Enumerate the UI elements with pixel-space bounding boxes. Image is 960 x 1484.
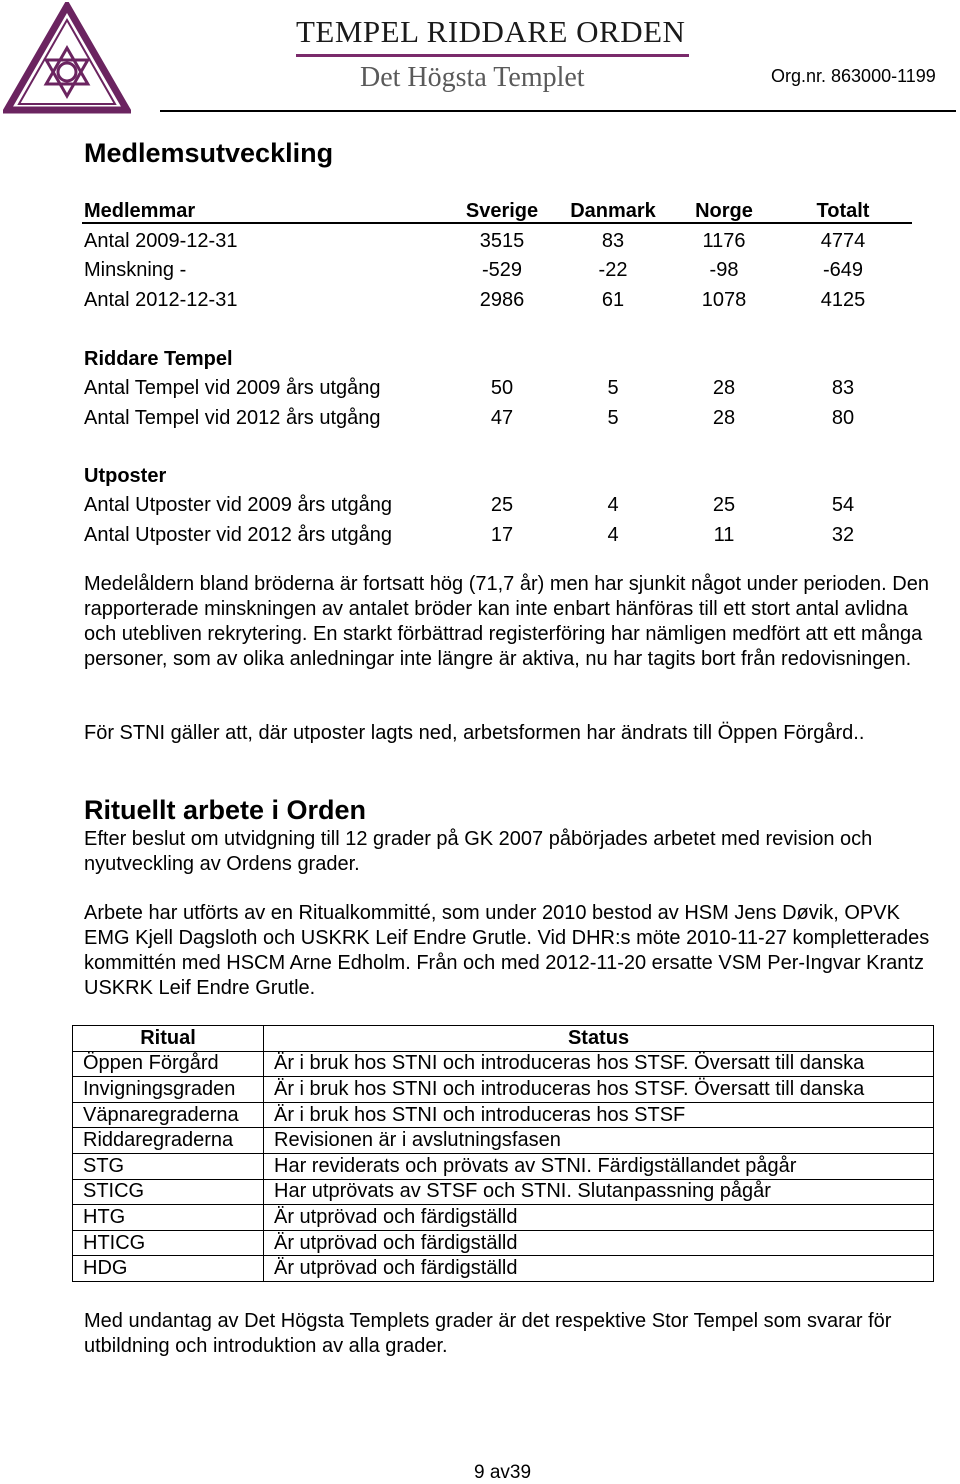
stat-value: 25 <box>712 494 736 516</box>
ritual-status: Är utprövad och färdigställd <box>264 1256 934 1282</box>
ritual-name: Öppen Förgård <box>73 1051 264 1077</box>
stat-value: 47 <box>490 407 514 429</box>
stat-value: 17 <box>490 524 514 546</box>
ritual-name: HTG <box>73 1205 264 1231</box>
table-row <box>73 1205 934 1231</box>
stat-value: 61 <box>601 289 625 311</box>
table-row <box>73 1051 934 1077</box>
stats-header-rule <box>82 222 912 224</box>
paragraph-ritualkommitte: Arbete har utförts av en Ritualkommitté, som under 2010 bestod av HSM Jens Døvik, OPVK EMG Kjell Dagsloth och USKRK Leif Endre Grutle. Vid DHR:s möte 2010-11-27 kompletterades kommittén med HSCM Arne Edholm. Från och med 2012-11-20 ersatte VSM Per-Ingvar Krantz USKRK Leif Endre Grutle. <box>84 902 930 999</box>
stat-value: 25 <box>490 494 514 516</box>
stat-value: 2986 <box>479 289 525 311</box>
stat-value: 83 <box>831 377 855 399</box>
table-row <box>73 1256 934 1282</box>
org-number: Org.nr. 863000-1199 <box>771 66 936 86</box>
subheading-riddare-tempel: Riddare Tempel <box>84 348 233 370</box>
table-row <box>73 1153 934 1179</box>
stat-value: 4 <box>607 494 619 516</box>
stat-value: 11 <box>713 524 735 546</box>
stat-value: -98 <box>709 259 739 281</box>
stat-row-label: Antal Tempel vid 2012 års utgång <box>84 407 381 429</box>
org-title: TEMPEL RIDDARE ORDEN <box>296 14 686 49</box>
order-emblem-icon <box>3 2 131 114</box>
ritual-name: Väpnaregraderna <box>73 1102 264 1128</box>
ritual-status: Har utprövats av STSF och STNI. Slutanpassning pågår <box>264 1179 934 1205</box>
table-row <box>73 1077 934 1103</box>
paragraph-stni: För STNI gäller att, där utposter lagts ned, arbetsformen har ändrats till Öppen Förgård.. <box>84 722 865 744</box>
stat-value: 28 <box>712 377 736 399</box>
stat-value: -529 <box>481 259 523 281</box>
stat-value: 28 <box>712 407 736 429</box>
col-header-norge: Norge <box>695 200 753 222</box>
ritual-name: STG <box>73 1153 264 1179</box>
table-header-status: Status <box>264 1026 934 1052</box>
stat-row-label: Minskning - <box>84 259 187 281</box>
stat-value: 54 <box>831 494 855 516</box>
ritual-status: Har reviderats och prövats av STNI. Färdigställandet pågår <box>264 1153 934 1179</box>
table-row <box>73 1230 934 1256</box>
ritual-name: Invigningsgraden <box>73 1077 264 1103</box>
paragraph-undantag: Med undantag av Det Högsta Templets grader är det respektive Stor Tempel som svarar för utbildning och introduktion av alla grader. <box>84 1310 892 1357</box>
stat-row-label: Antal 2009-12-31 <box>84 230 238 252</box>
stat-row-label: Antal Utposter vid 2009 års utgång <box>84 494 392 516</box>
section-title-medlemsutveckling: Medlemsutveckling <box>84 138 334 168</box>
stat-value: 50 <box>490 377 514 399</box>
ritual-status: Är i bruk hos STNI och introduceras hos STSF. Översatt till danska <box>264 1077 934 1103</box>
col-header-danmark: Danmark <box>570 200 656 222</box>
stat-value: 4 <box>607 524 619 546</box>
ritual-status: Är utprövad och färdigställd <box>264 1205 934 1231</box>
ritual-name: STICG <box>73 1179 264 1205</box>
page-number: 9 av39 <box>474 1462 532 1483</box>
ritual-status: Revisionen är i avslutningsfasen <box>264 1128 934 1154</box>
stat-value: 80 <box>831 407 855 429</box>
table-row <box>73 1102 934 1128</box>
ritual-status: Är i bruk hos STNI och introduceras hos STSF. Översatt till danska <box>264 1051 934 1077</box>
subheading-utposter: Utposter <box>84 465 167 487</box>
table-header-ritual: Ritual <box>73 1026 264 1052</box>
ritual-status: Är utprövad och färdigställd <box>264 1230 934 1256</box>
org-subtitle: Det Högsta Templet <box>360 62 585 93</box>
col-header-sverige: Sverige <box>465 200 539 222</box>
stat-value: -649 <box>822 259 864 281</box>
table-row <box>73 1128 934 1154</box>
stat-value: 83 <box>601 230 625 252</box>
stat-value: 3515 <box>479 230 525 252</box>
stat-row-label: Antal Utposter vid 2012 års utgång <box>84 524 392 546</box>
section-title-rituellt-arbete: Rituellt arbete i Orden <box>84 795 367 825</box>
stat-value: 1176 <box>702 230 746 252</box>
header-divider <box>160 110 956 112</box>
ritual-name: Riddaregraderna <box>73 1128 264 1154</box>
table-row <box>73 1179 934 1205</box>
stat-value: 4774 <box>820 230 866 252</box>
ritual-name: HDG <box>73 1256 264 1282</box>
stat-row-label: Antal 2012-12-31 <box>84 289 238 311</box>
ritual-status: Är i bruk hos STNI och introduceras hos STSF <box>264 1102 934 1128</box>
stat-value: 1078 <box>701 289 747 311</box>
stat-value: 5 <box>607 407 619 429</box>
stat-value: 5 <box>607 377 619 399</box>
ritual-status-table <box>72 1025 934 1282</box>
stat-value: 4125 <box>820 289 866 311</box>
stat-value: -22 <box>598 259 628 281</box>
col-header-medlemmar: Medlemmar <box>84 200 196 222</box>
stat-value: 32 <box>831 524 855 546</box>
stat-row-label: Antal Tempel vid 2009 års utgång <box>84 377 381 399</box>
table-header-row <box>73 1026 934 1052</box>
col-header-totalt: Totalt <box>816 200 870 222</box>
ritual-name: HTICG <box>73 1230 264 1256</box>
header-accent-line <box>296 54 689 57</box>
paragraph-medelalder: Medelåldern bland bröderna är fortsatt hög (71,7 år) men har sjunkit något under perioden. Den rapporterade minskningen av antalet bröder kan inte enbart hänföras till ett stort antal avlidna och utebliven rekrytering. En starkt förbättrad registerföring har nämligen medfört att ett många personer, som av olika anledningar inte längre är aktiva, nu har tagits bort från redovisningen. <box>84 573 929 670</box>
paragraph-utvidgning: Efter beslut om utvidgning till 12 grader på GK 2007 påbörjades arbetet med revision och nyutveckling av Ordens grader. <box>84 828 873 875</box>
